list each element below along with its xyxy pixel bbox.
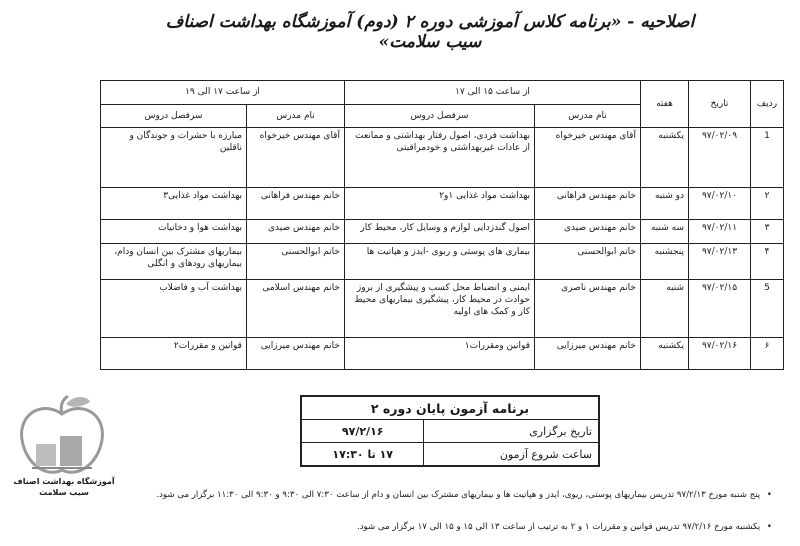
table-row — [101, 188, 784, 220]
bullet-icon: • — [766, 522, 772, 532]
header-teacher-1: نام مدرس — [535, 104, 641, 128]
row-date: ۹۷/۰۲/۱۰ — [689, 188, 751, 220]
exam-date-row — [301, 420, 599, 443]
row-teacher-2: خانم ابوالحسنی — [247, 243, 345, 279]
logo-line-2: سیب سلامت — [39, 488, 89, 498]
bullet-icon: • — [766, 490, 772, 500]
row-date: ۹۷/۰۲/۱۵ — [689, 280, 751, 338]
row-number: ۲ — [751, 188, 784, 220]
row-teacher-1: خانم مهندس میرزایی — [535, 337, 641, 369]
row-topics-2: بهداشت مواد غذایی۳ — [101, 188, 247, 220]
row-day: پنجشنبه — [641, 243, 689, 279]
header-row — [101, 81, 784, 105]
note-2-text: یکشنبه مورخ ۹۷/۲/۱۶ تدریس قوانین و مقررات ۱ و ۲ به ترتیب از ساعت ۱۳ الی ۱۵ و ۱۵ الی ۱۷ برگزار می شود. — [356, 522, 761, 532]
row-teacher-1: خانم مهندس ناصری — [535, 280, 641, 338]
header-slot-15-17: از ساعت ۱۵ الی ۱۷ — [345, 81, 641, 105]
header-topics-1: سرفصل دروس — [345, 104, 535, 128]
row-teacher-1: آقای مهندس خیرخواه — [535, 128, 641, 188]
table-row — [101, 220, 784, 244]
row-topics-1: بیماری های پوستی و ربوی -ایدز و هپاتیت ها — [345, 243, 535, 279]
row-topics-2: قوانین و مقررات۲ — [101, 337, 247, 369]
row-topics-1: اصول گندزدایی لوازم و وسایل کار، محیط کار — [345, 220, 535, 244]
note-1-text: پنج شنبه مورخ ۹۷/۲/۱۳ تدریس بیماریهای پوستی، ریوی، ایدز و هپاتیت ها و بیماریهای مشترک بین انسان و دام از ساعت ۷:۳۰ الی ۹:۳۰ و ۹:۳۰ الی ۱۱:۳۰ برگزار می شود. — [156, 490, 761, 500]
row-topics-1: بهداشت مواد غذایی ۱و۲ — [345, 188, 535, 220]
row-date: ۹۷/۰۲/۱۱ — [689, 220, 751, 244]
row-number: 5 — [751, 280, 784, 338]
exam-time-value: ۱۷ تا ۱۷:۳۰ — [301, 443, 424, 467]
exam-time-label: ساعت شروع آزمون — [424, 443, 599, 467]
table-row — [101, 128, 784, 188]
exam-title: برنامه آزمون پایان دوره ۲ — [301, 396, 599, 420]
row-day: شنبه — [641, 280, 689, 338]
row-number: 1 — [751, 128, 784, 188]
row-teacher-1: خانم مهندس فراهانی — [535, 188, 641, 220]
row-topics-1: ایمنی و انضباط محل کسب و پیشگیری از بروز حوادث در محیط کار، پیشگیری بیماریهای محیط کار و کمک های اولیه — [345, 280, 535, 338]
row-topics-2: بیماریهای مشترک بین انسان ودام، بیماریهای رودهای و انگلی — [101, 243, 247, 279]
note-2 — [72, 522, 772, 532]
row-teacher-2: خانم مهندس اسلامی — [247, 280, 345, 338]
exam-schedule-table — [300, 395, 600, 467]
row-teacher-2: خانم مهندس میرزایی — [247, 337, 345, 369]
apple-logo-icon — [12, 392, 112, 482]
class-schedule-table — [100, 80, 784, 370]
exam-time-row — [301, 443, 599, 467]
logo-line-1: آموزشگاه بهداشت اصناف — [13, 477, 115, 486]
exam-title-row — [301, 396, 599, 420]
row-topics-1: بهداشت فردی، اصول رفتار بهداشتی و ممانعت از عادات غیربهداشتی و خودمراقبتی — [345, 128, 535, 188]
row-teacher-2: آقای مهندس خیرخواه — [247, 128, 345, 188]
row-teacher-2: خانم مهندس صیدی — [247, 220, 345, 244]
row-teacher-2: خانم مهندس فراهانی — [247, 188, 345, 220]
row-day: دو شنبه — [641, 188, 689, 220]
table-row — [101, 337, 784, 369]
header-row-number: ردیف — [751, 81, 784, 128]
row-number: ۶ — [751, 337, 784, 369]
header-slot-17-19: از ساعت ۱۷ الی ۱۹ — [101, 81, 345, 105]
row-topics-2: بهداشت آب و فاضلاب — [101, 280, 247, 338]
table-row — [101, 280, 784, 338]
row-number: ۴ — [751, 243, 784, 279]
row-date: ۹۷/۰۲/۱۳ — [689, 243, 751, 279]
row-topics-2: مبارزه با حشرات و جوندگان و ناقلین — [101, 128, 247, 188]
header-date: تاریخ — [689, 81, 751, 128]
row-day: یکشنبه — [641, 337, 689, 369]
exam-date-label: تاریخ برگزاری — [424, 420, 599, 443]
table-row — [101, 243, 784, 279]
row-date: ۹۷/۰۲/۱۶ — [689, 337, 751, 369]
row-topics-2: بهداشت هوا و دخانیات — [101, 220, 247, 244]
row-day: سه شنبه — [641, 220, 689, 244]
page-title: اصلاحیه - «برنامه کلاس آموزشی دوره ۲ (دوم) آموزشگاه بهداشت اصناف سیب سلامت» — [165, 12, 695, 52]
row-teacher-1: خانم مهندس صیدی — [535, 220, 641, 244]
note-1 — [72, 490, 772, 500]
row-teacher-1: خانم ابوالحسنی — [535, 243, 641, 279]
exam-date-value: ۹۷/۲/۱۶ — [301, 420, 424, 443]
row-number: ۳ — [751, 220, 784, 244]
row-topics-1: قوانین ومقررات۱ — [345, 337, 535, 369]
header-teacher-2: نام مدرس — [247, 104, 345, 128]
row-day: یکشنبه — [641, 128, 689, 188]
header-week: هفته — [641, 81, 689, 128]
header-topics-2: سرفصل دروس — [101, 104, 247, 128]
row-date: ۹۷/۰۲/۰۹ — [689, 128, 751, 188]
